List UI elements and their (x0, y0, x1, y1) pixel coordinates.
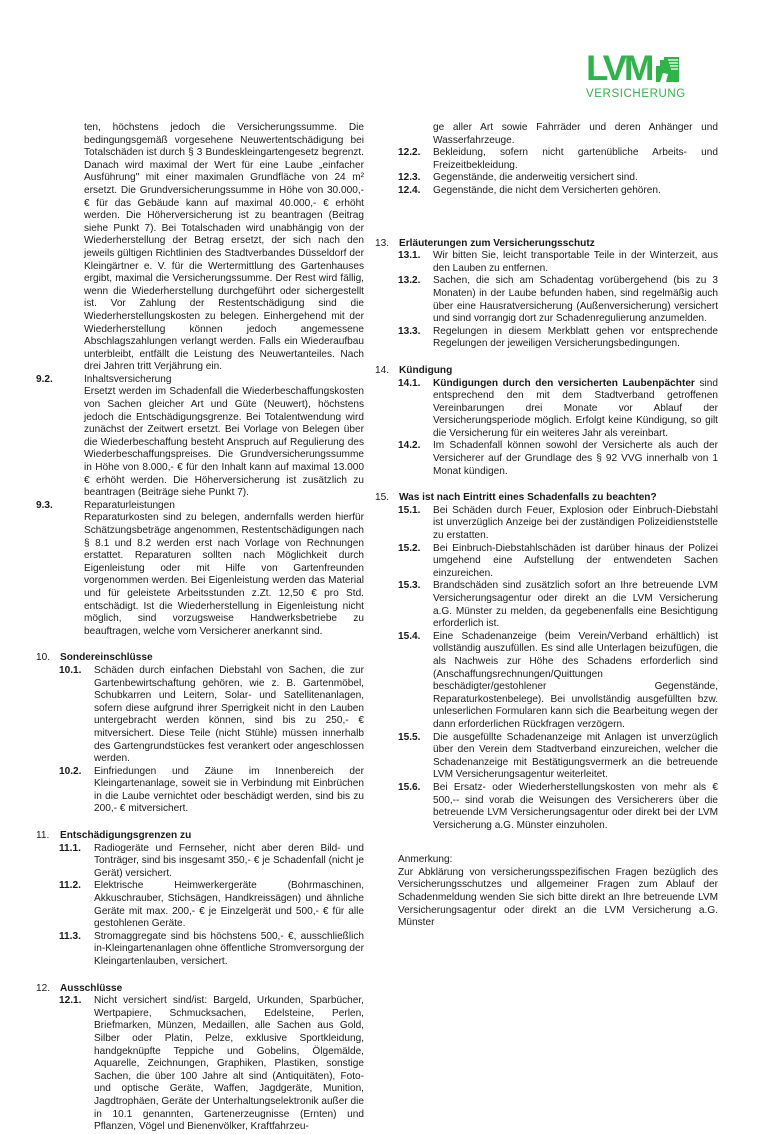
item-13-3 (373, 326, 718, 351)
item-text: Nicht versichert sind/ist: Bargeld, Urkunden, Sparbücher, Wertpapiere, Schmucksachen, Edelsteine, Perlen, Briefmarken, Münzen, Medaillen, alle Sachen aus Gold, Silber oder Platin, Pelze, exklusive Sportkleidung, handgeknüpfte Teppiche und Gobelins, Ölgemälde, Aquarelle, Zeichnungen, Graphiken, Plastiken, sonstige Sachen, die über 100 Jahre alt sind (Antiquitäten), Foto- und optische Geräte, Waffen, Jagdgeräte, Munition, Jagdtrophäen, Geräte der Unterhaltungselektronik außer die in 10.1 genannten, Gartenerzeugnisse (Ernten) und Pflanzen, Vögel und Bienenvölker, Kraftfahrzeu- (94, 995, 364, 1133)
item-text: Bei Schäden durch Feuer, Explosion oder Einbruch-Diebstahl ist unverzüglich Anzeige bei der zuständigen Polizeidienststelle zu erstatten. (433, 504, 718, 542)
item-9-2 (34, 374, 364, 500)
item-12-2 (373, 147, 718, 172)
item-15-2 (373, 543, 718, 581)
item-number: 13.2. (398, 275, 421, 287)
item-15-4 (373, 631, 718, 732)
section-number: 13. (375, 237, 390, 249)
logo-brand: LVM (586, 49, 652, 88)
section-11 (8, 830, 364, 969)
section-14 (347, 365, 718, 478)
item-number: 9.3. (36, 499, 53, 511)
item-text: Wir bitten Sie, leicht transportable Teile in der Winterzeit, aus den Lauben zu entfernen. (433, 250, 718, 274)
item-text: Die ausgefüllte Schadenanzeige mit Anlagen ist unverzüglich über den Verein dem Stadtverband einzureichen, welcher die Schadenanzeige mit Bestätigungsvermerk an die betreuende LVM Versicherungsagentur weiterleitet. (433, 731, 718, 781)
right-column (373, 122, 718, 930)
section-15 (347, 492, 718, 832)
section-number: 12. (36, 982, 51, 994)
item-15-1 (373, 505, 718, 543)
item-14-1 (373, 378, 718, 441)
section-9-1-continuation: ten, höchstens jedoch die Versicherungssumme. Die bedingungsgemäß vorgesehene Neuwertentschädigung bei Totalschäden ist durch § 3 Bundeskleingartengesetz begrenzt. Danach wird maximal der Wert für eine Laube „einfacher Ausführung" mit einer maximalen Grundfläche von 24 m² ersetzt. Die Grundversicherungssumme in Höhe von 30.000,- € für das Gebäude kann auf maximal 40.000,- € erhöht werden. Die Höherversicherung ist zu beantragen (Beitrag siehe Punkt 7). Bei Totalschaden wird unabhängig von der Wiederherstellung der Betrag ersetzt, der sich nach den jeweils gültigen Richtlinien des Stadtverbandes Düsseldorf der Kleingärtner e. V. für die Wertermittlung des Gartenhauses ergibt, maximal die Versicherungssumme. Der Rest wird fällig, wenn die Wiederherstellung durchgeführt oder sichergestellt ist. Vor Zahlung der Restentschädigung sind die Wiederherstellungskosten zu belegen. Einhergehend mit der Wiederherstellung können jedoch angemessene Abschlagszahlungen verlangt werden. Falls ein Wiederaufbau unterbleibt, entfällt die Leistung des Neuwertanteiles. Nach drei Jahren tritt Verjährung ein. (84, 122, 364, 373)
section-title: Entschädigungsgrenzen zu (60, 830, 192, 842)
item-13-2 (373, 275, 718, 325)
item-12-3 (373, 172, 718, 185)
section-number: 11. (36, 830, 50, 842)
item-text: Im Schadenfall können sowohl der Versicherte als auch der Versicherer auf der Grundlage des § 92 VVG innerhalb von 1 Monat kündigen. (433, 440, 718, 477)
item-text: Schäden durch einfachen Diebstahl von Sachen, die zur Gartenbewirtschaftung gehören, wie z. B. Gartenmöbel, Schubkarren und Leitern, Solar- und Satellitenanlagen, sofern diese aufgrund ihrer Sperrigkeit nicht in den Lauben untergebracht werden können, sind bis zu 250,- € mitversichert. Diese Teile (nicht Stühle) müssen innerhalb des Gartengrundstückes fest verankert oder angeschlossen werden. (94, 664, 364, 765)
logo-subtitle: VERSICHERUNG (586, 88, 686, 100)
item-number: 12.4. (398, 184, 421, 196)
item-text: Reparaturkosten sind zu belegen, andernfalls werden hierfür Schätzungsbeträge angenommen, Restentschädigungen nach § 8.1 und 8.2 werden erst nach Vorlage von Rechnungen erstattet. Reparaturen sollten nach Möglichkeit durch Eigenleistung oder mit Hilfe von Gartenfreunden vorgenommen werden. Bei Eigenleistung werden das Material und für geleistete Arbeitsstunden z.Zt. 12,50 € pro Std. entschädigt. Ist die Wiederherstellung in Eigenleistung nicht möglich, sind vorzugsweise Handwerksbetriebe zu beauftragen, welche vom Versicherer anerkannt sind. (84, 512, 364, 637)
section-title: Kündigung (399, 364, 453, 376)
note-label: Anmerkung: (398, 854, 453, 866)
item-text: Bei Ersatz- oder Wiederherstellungskosten von mehr als € 500,-- sind vorab die Weisungen des Versicherers über die betreuende LVM Versicherungsagentur oder direkt bei der LVM Versicherung a.G. Münster einzuholen. (433, 781, 718, 831)
item-number: 15.1. (398, 504, 421, 516)
item-number: 12.3. (398, 172, 421, 184)
item-text: Brandschäden sind zusätzlich sofort an Ihre betreuende LVM Versicherungsagentur oder direkt an die LVM Versicherung a.G. Münster zu melden, da gegebenenfalls eine Besichtigung erforderlich ist. (433, 580, 718, 630)
item-number: 15.5. (398, 731, 421, 743)
item-text: Radiogeräte und Fernseher, nicht aber deren Bild- und Tonträger, sind bis insgesamt 350,- € je Schadenfall (nicht je Gerät) versichert. (94, 842, 364, 879)
section-title: Was ist nach Eintritt eines Schadenfalls zu beachten? (399, 492, 657, 504)
item-number: 11.3. (59, 930, 81, 942)
item-number: 15.3. (398, 580, 421, 592)
section-13 (347, 238, 718, 351)
item-number: 11.2. (59, 880, 81, 892)
item-title: Inhaltsversicherung (84, 373, 172, 385)
item-text: Regelungen in diesem Merkblatt gehen vor entsprechende Regelungen der jeweiligen Versicherungsbedingungen. (433, 325, 718, 350)
section-title: Sondereinschlüsse (60, 652, 153, 664)
item-text: Ersetzt werden im Schadenfall die Wiederbeschaffungskosten von Sachen gleicher Art und Güte (Neuwert), höchstens jedoch die Entschädigungsgrenze. Bei Totalentwendung wird zunächst der Zeitwert ersetzt. Bei Vorlage von Belegen über die Wiederbeschaffung besteht Anspruch auf Regulierung des Wiederbeschaffungspreises. Die Grundversicherungssumme in Höhe von 8.000,- € für den Inhalt kann auf maximal 13.000 € erhöht werden. Die Höherversicherung ist zusätzlich zu beantragen (Beiträge siehe Punkt 7). (84, 386, 364, 499)
section-10 (8, 652, 364, 816)
item-number: 11.1. (59, 842, 81, 854)
item-text: Eine Schadenanzeige (beim Verein/Verband erhältlich) ist vollständig auszufüllen. Es sind alle Unterlagen beizufügen, die als Nachweis zur Höhe des Schadens erforderlich sind (Anschaffungsrechnungen/Quittungen beschädigter/gestohlener Gegenstände, Reparaturkostenbelege). Bei unvollständig ausgefüllten bzw. unleserlichen Formularen kann sich die Bearbeitung wegen der dann erforderlichen Rückfragen verzögern. (433, 630, 718, 730)
item-number: 15.2. (398, 542, 421, 554)
item-text: Bei Einbruch-Diebstahlschäden ist darüber hinaus der Polizei umgehend eine Aufstellung der entwendeten Sachen einzureichen. (433, 542, 718, 579)
item-number: 14.2. (398, 440, 421, 452)
item-text: Sachen, die sich am Schadentag vorübergehend (bis zu 3 Monaten) in der Laube befunden haben, sind regelmäßig auch über eine Hausratversicherung (Außenversicherung) versichert und sind vorrangig dort zur Schadenregulierung anzumelden. (433, 275, 718, 325)
item-text: Elektrische Heimwerkergeräte (Bohrmaschinen, Akkuschrauber, Stichsägen, Handkreissägen) und ähnliche Geräte mit max. 200,- € je Einzelgerät und 500,- € für alle gestohlenen Geräte. (94, 880, 364, 930)
section-title: Ausschlüsse (60, 982, 123, 994)
item-15-3 (373, 580, 718, 630)
item-bold-lead: Kündigungen durch den versicherten Laubenpächter (433, 377, 695, 389)
item-title: Reparaturleistungen (84, 499, 175, 511)
item-10-2 (34, 766, 364, 816)
section-number: 14. (375, 364, 390, 376)
note-text: Zur Abklärung von versicherungsspezifischen Fragen bezüglich des Versicherungsschutzes und allgemeiner Fragen zum Ablauf der Schadenmeldung wenden Sie sich bitte direkt an Ihre betreuende LVM Versicherungsagentur oder direkt an die LVM Versicherung a.G. Münster (398, 866, 718, 929)
item-number: 13.3. (398, 325, 421, 337)
note-block (373, 854, 718, 930)
logo-mark (586, 49, 686, 88)
item-text: Stromaggregate sind bis höchstens 500,- €, ausschließlich in-Kleingartenanlagen ohne öffentliche Stromversorgung der Kleingartenlauben, versichert. (94, 930, 364, 967)
item-12-1-continuation (373, 122, 718, 147)
item-11-1 (34, 843, 364, 881)
item-9-3 (34, 500, 364, 639)
item-number: 12.2. (398, 147, 421, 159)
item-number: 10.1. (59, 664, 82, 676)
item-number: 15.6. (398, 781, 421, 793)
item-number: 13.1. (398, 250, 421, 262)
item-13-1 (373, 250, 718, 275)
item-number: 12.1. (59, 995, 82, 1007)
item-text: Gegenstände, die anderweitig versichert sind. (433, 172, 638, 184)
item-12-4 (373, 185, 718, 198)
item-11-3 (34, 931, 364, 969)
horse-emblem-icon (654, 56, 680, 84)
item-text: Gegenstände, die nicht dem Versicherten gehören. (433, 184, 661, 196)
section-title: Erläuterungen zum Versicherungsschutz (399, 237, 595, 249)
item-text: ge aller Art sowie Fahrräder und deren Anhänger und Wasserfahrzeuge. (433, 122, 718, 146)
section-number: 10. (36, 652, 51, 664)
item-15-6 (373, 782, 718, 832)
section-12 (8, 983, 364, 1134)
item-text: sind entsprechend den mit dem Stadtverband getroffenen Vereinbarungen drei Monate vor Ablauf der Versicherungsperiode möglich. Erfolgt keine Kündigung, so gilt die Versicherung für ein weiteres Jahr als vereinbart. (433, 377, 718, 439)
item-number: 14.1. (398, 377, 421, 389)
item-text: Einfriedungen und Zäune im Innenbereich der Kleingartenanlage, soweit sie in Verbindung mit Einbrüchen in die Laube vernichtet oder beschädigt werden, sind bis zu 200,- € mitversichert. (94, 765, 364, 815)
item-15-5 (373, 732, 718, 782)
item-11-2 (34, 880, 364, 930)
left-column (34, 122, 364, 1134)
lvm-logo (586, 49, 686, 104)
item-12-1 (34, 995, 364, 1134)
item-text: Bekleidung, sofern nicht gartenübliche Arbeits- und Freizeitbekleidung. (433, 147, 718, 171)
section-number: 15. (375, 492, 390, 504)
item-14-2 (373, 440, 718, 478)
item-number: 15.4. (398, 630, 421, 642)
item-10-1 (34, 665, 364, 766)
item-number: 9.2. (36, 373, 53, 385)
item-number: 10.2. (59, 765, 82, 777)
